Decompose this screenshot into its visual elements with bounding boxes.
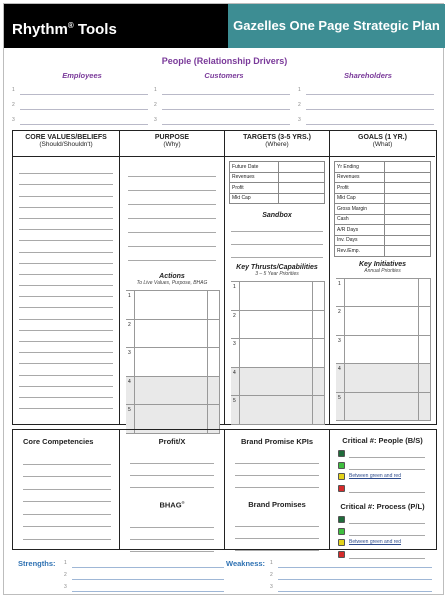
core-values-title: CORE VALUES/BELIEFS	[25, 134, 107, 141]
people-line[interactable]: 2	[298, 99, 438, 114]
core-competencies-heading: Core Competencies	[23, 437, 94, 446]
strategic-plan-page	[3, 3, 444, 595]
core-values-lines[interactable]	[13, 157, 119, 409]
critical-row[interactable]	[336, 460, 429, 472]
brand-promise-kpis-lines[interactable]	[225, 446, 329, 488]
actions-subheading: To Live Values, Purpose, BHAG	[136, 280, 208, 286]
strengths-line[interactable]: 3	[64, 583, 224, 595]
yellow-status-square	[338, 539, 345, 546]
sandbox-lines[interactable]	[225, 219, 329, 258]
actions-heading: Actions	[159, 273, 185, 280]
key-initiatives-subheading: Annual Priorities	[364, 267, 401, 274]
core-values-subtitle: (Should/Shouldn't)	[39, 141, 93, 148]
brand-suffix: Tools	[73, 21, 117, 38]
brand-name: Rhythm	[12, 21, 68, 38]
key-initiatives-heading: Key Initiatives	[358, 260, 407, 268]
dark-green-status-square	[338, 516, 345, 523]
profit-bhag-column	[120, 430, 225, 549]
people-column-heading: Shareholders	[344, 71, 392, 80]
goals-subtitle: (What)	[372, 141, 393, 148]
weakness-line[interactable]: 2	[270, 571, 432, 583]
people-column-heading: Employees	[62, 71, 102, 80]
people-column-heading: Customers	[204, 71, 244, 80]
people-customers-column	[154, 71, 294, 129]
green-status-square	[338, 528, 345, 535]
people-shareholders-column	[298, 71, 438, 129]
competencies-grid	[12, 429, 437, 550]
weakness-section	[226, 559, 436, 594]
brand-promises-lines[interactable]	[225, 509, 329, 551]
critical-people-heading: Critical #: People (B/S)	[342, 436, 423, 445]
purpose-title: PURPOSE	[154, 134, 190, 141]
key-initiatives-table[interactable]: 1 2 3 4 5	[336, 278, 431, 422]
critical-numbers-column	[330, 430, 435, 549]
strengths-line[interactable]: 2	[64, 571, 224, 583]
goals-column	[330, 131, 435, 424]
people-line[interactable]: 3	[154, 114, 294, 129]
goals-title: GOALS (1 YR.)	[358, 134, 407, 141]
core-competencies-lines[interactable]	[13, 446, 119, 540]
people-line[interactable]: 2	[12, 99, 152, 114]
targets-title: TARGETS (3-5 YRS.)	[243, 134, 311, 141]
key-thrusts-subheading: 3 – 5 Year Priorities	[255, 271, 299, 277]
people-line[interactable]: 1	[298, 84, 438, 99]
purpose-lines[interactable]	[120, 157, 224, 261]
critical-process-heading: Critical #: Process (P/L)	[340, 502, 425, 511]
yellow-status-square	[338, 473, 345, 480]
people-employees-column	[12, 71, 152, 129]
core-values-column	[13, 131, 120, 424]
dark-green-status-square	[338, 450, 345, 457]
bhag-heading: BHAG®	[159, 500, 185, 510]
people-line[interactable]: 1	[154, 84, 294, 99]
page-title: Gazelles One Page Strategic Plan	[228, 4, 445, 48]
weakness-line[interactable]: 3	[270, 583, 432, 595]
people-line[interactable]: 3	[12, 114, 152, 129]
targets-subtitle: (Where)	[265, 141, 289, 148]
strengths-label: Strengths:	[18, 559, 56, 568]
profit-per-x-lines[interactable]	[120, 446, 224, 488]
people-line[interactable]: 2	[154, 99, 294, 114]
red-status-square	[338, 551, 345, 558]
weakness-line[interactable]: 1	[270, 559, 432, 571]
people-section-title: People (Relationship Drivers)	[161, 56, 288, 66]
critical-row[interactable]: Between green and red	[336, 537, 429, 549]
weakness-label: Weakness:	[226, 559, 266, 568]
purpose-subtitle: (Why)	[163, 141, 181, 148]
targets-table[interactable]: Future Date Revenues Profit Mkt Cap	[229, 161, 325, 204]
profit-per-x-heading: Profit/X	[158, 437, 186, 446]
critical-row[interactable]	[336, 483, 429, 495]
brand-registered-mark: ®	[67, 21, 74, 30]
actions-table[interactable]: 1 2 3 4 5	[126, 290, 220, 434]
brand-promise-kpis-heading: Brand Promise KPIs	[240, 437, 314, 446]
critical-row[interactable]: Between green and red	[336, 471, 429, 483]
critical-row[interactable]	[336, 526, 429, 538]
strengths-section	[18, 559, 228, 594]
core-competencies-column	[13, 430, 120, 549]
sandbox-heading: Sandbox	[262, 212, 292, 219]
critical-row[interactable]	[336, 448, 429, 460]
strengths-line[interactable]: 1	[64, 559, 224, 571]
brand-header	[4, 4, 228, 48]
bhag-lines[interactable]	[120, 510, 224, 552]
people-line[interactable]: 1	[12, 84, 152, 99]
targets-column	[225, 131, 330, 424]
people-line[interactable]: 3	[298, 114, 438, 129]
goals-table[interactable]: Yr Ending Revenues Profit Mkt Cap Gross Margin Cash A/R Days Inv. Days Rev./Emp.	[334, 161, 431, 257]
key-thrusts-heading: Key Thrusts/Capabilities	[236, 264, 318, 271]
critical-process	[330, 494, 435, 560]
key-thrusts-table[interactable]: 1 2 3 4 5	[231, 281, 325, 425]
strategy-grid	[12, 130, 437, 425]
green-status-square	[338, 462, 345, 469]
critical-people	[330, 430, 435, 494]
brand-promise-column	[225, 430, 330, 549]
brand-promises-heading: Brand Promises	[248, 500, 306, 509]
critical-row[interactable]	[336, 514, 429, 526]
purpose-column	[120, 131, 225, 424]
red-status-square	[338, 485, 345, 492]
